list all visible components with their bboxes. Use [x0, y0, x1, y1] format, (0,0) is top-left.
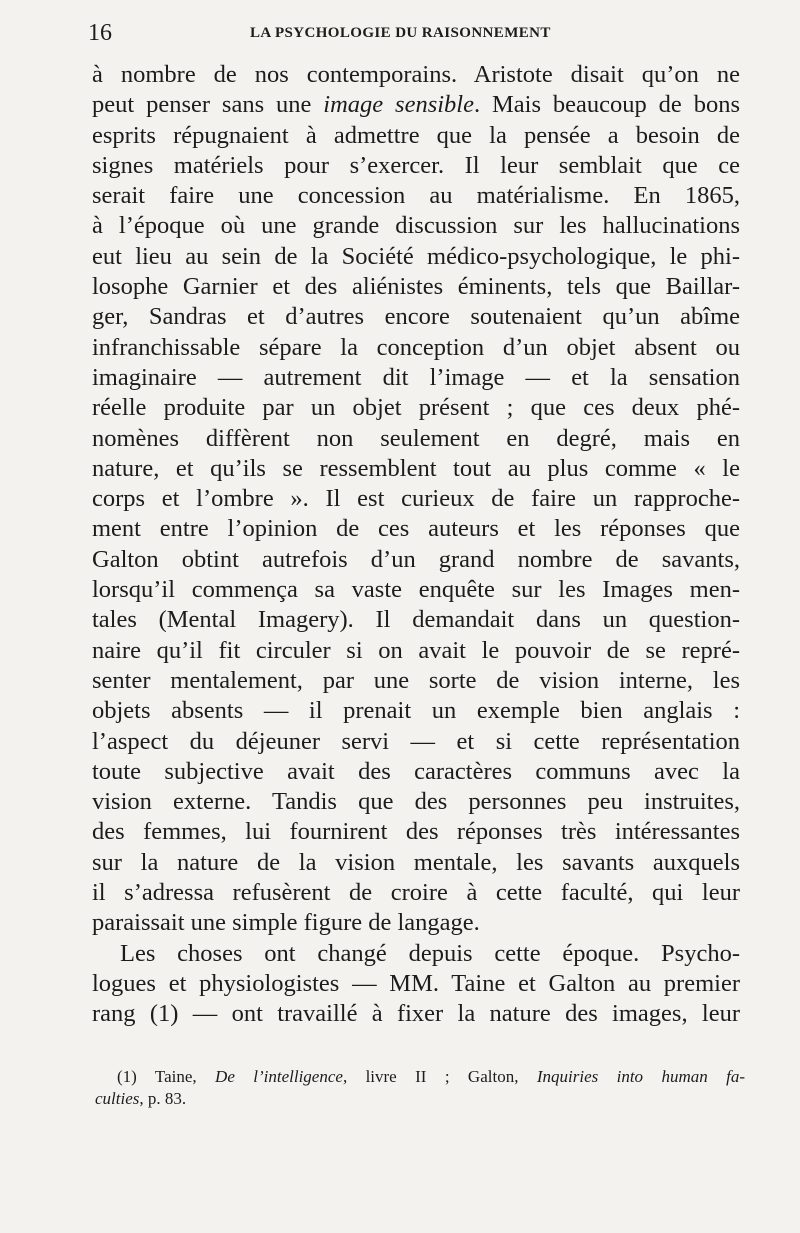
text-line: serait faire une concession au matérialisme. En 1865,	[92, 182, 740, 210]
page-number: 16	[88, 20, 112, 46]
running-title: LA PSYCHOLOGIE DU RAISONNEMENT	[250, 25, 551, 41]
text-line: réelle produite par un objet présent ; que ces deux phé-	[92, 394, 740, 422]
text-line: nomènes diffèrent non seulement en degré, mais en	[92, 424, 740, 452]
text-line: vision externe. Tandis que des personnes peu instruites,	[92, 788, 740, 816]
text-line: tales (Mental Imagery). Il demandait dans un question-	[92, 606, 740, 634]
text-line: peut penser sans une image sensible. Mais beaucoup de bons	[92, 91, 740, 119]
text-line: naire qu’il fit circuler si on avait le pouvoir de se repré-	[92, 636, 740, 664]
text-line: objets absents — il prenait un exemple bien anglais :	[92, 697, 740, 725]
footnote	[95, 1066, 745, 1110]
text-line: à l’époque où une grande discussion sur les hallucinations	[92, 212, 740, 240]
text-line: ment entre l’opinion de ces auteurs et les réponses que	[92, 515, 740, 543]
text-line: eut lieu au sein de la Société médico-psychologique, le phi-	[92, 242, 740, 270]
text-line: sur la nature de la vision mentale, les savants auxquels	[92, 848, 740, 876]
text-line: esprits répugnaient à admettre que la pensée a besoin de	[92, 121, 740, 149]
text-line: il s’adressa refusèrent de croire à cette faculté, qui leur	[92, 879, 740, 907]
text-line: rang (1) — ont travaillé à fixer la nature des images, leur	[92, 1000, 740, 1028]
text-line: ger, Sandras et d’autres encore soutenaient qu’un abîme	[92, 303, 740, 331]
footnote-line: culties, p. 83.	[95, 1089, 187, 1108]
page-header	[88, 18, 743, 48]
text-line: des femmes, lui fournirent des réponses très intéressantes	[92, 818, 740, 846]
text-line: Galton obtint autrefois d’un grand nombre de savants,	[92, 545, 740, 573]
text-line: signes matériels pour s’exercer. Il leur semblait que ce	[92, 151, 740, 179]
text-line: infranchissable sépare la conception d’un objet absent ou	[92, 333, 740, 361]
text-line: lorsqu’il commença sa vaste enquête sur les Images men-	[92, 576, 740, 604]
text-line: à nombre de nos contemporains. Aristote disait qu’on ne	[92, 61, 740, 88]
text-line: nature, et qu’ils se ressemblent tout au plus comme « le	[92, 454, 740, 482]
body-text	[92, 60, 740, 1030]
text-line: toute subjective avait des caractères communs avec la	[92, 757, 740, 785]
text-line: senter mentalement, par une sorte de vision interne, les	[92, 666, 740, 694]
text-line: corps et l’ombre ». Il est curieux de faire un rapproche-	[92, 485, 740, 513]
text-line: paraissait une simple figure de langage.	[92, 909, 480, 937]
text-line: logues et physiologistes — MM. Taine et Galton au premier	[92, 969, 740, 997]
text-line: l’aspect du déjeuner servi — et si cette représentation	[92, 727, 740, 755]
text-line: imaginaire — autrement dit l’image — et la sensation	[92, 363, 740, 391]
text-line: losophe Garnier et des aliénistes éminents, tels que Baillar-	[92, 273, 740, 301]
text-line: Les choses ont changé depuis cette époque. Psycho-	[120, 939, 740, 967]
footnote-line: (1) Taine, De l’intelligence, livre II ; Galton, Inquiries into human fa-	[117, 1067, 745, 1086]
